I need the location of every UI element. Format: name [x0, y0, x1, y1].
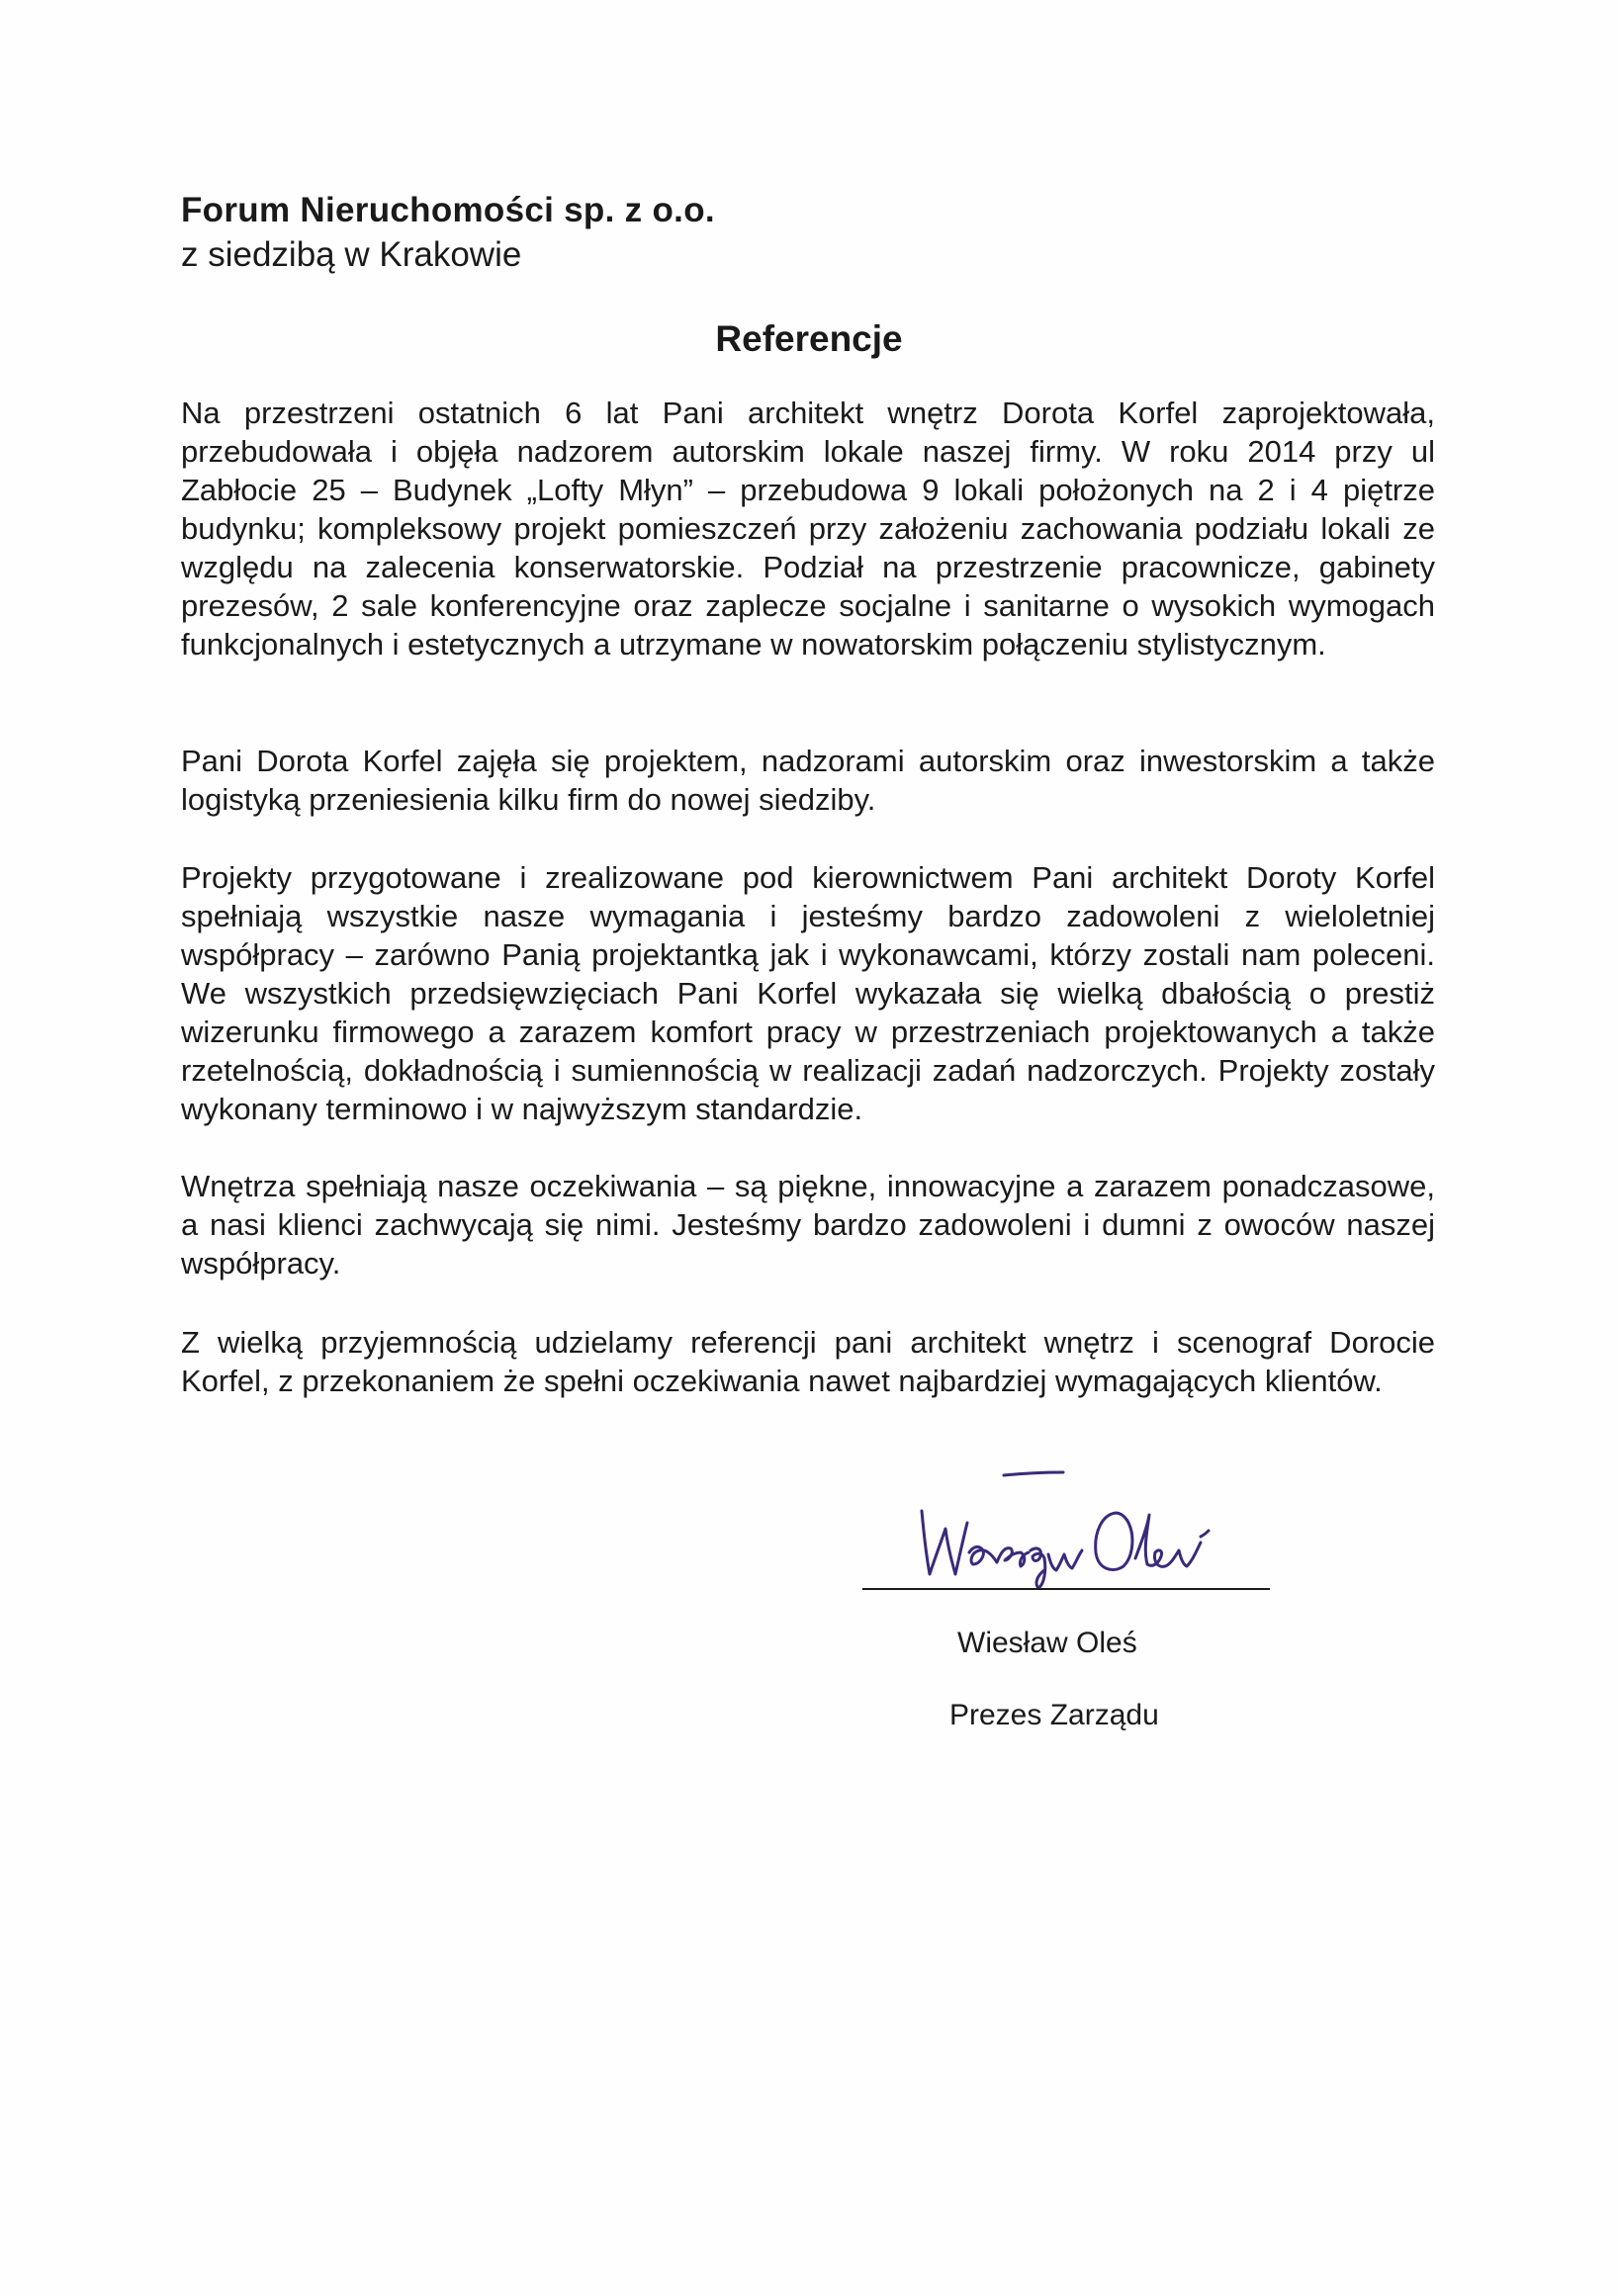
paragraph-4: Wnętrza spełniają nasze oczekiwania – są piękne, innowacyjne a zarazem ponadczasowe, a nasi klienci zachwycają się nimi. Jesteśmy bardzo zadowoleni i dumni z owoców naszej współpracy. — [181, 1169, 1435, 1280]
document-title: Referencje — [715, 318, 903, 359]
paragraph-3: Projekty przygotowane i zrealizowane pod kierownictwem Pani architekt Doroty Korfel spełniają wszystkie nasze wymagania i jesteśmy bardzo zadowoleni z wieloletniej współpracy – zarówno Panią projektantką jak i wykonawcami, którzy zostali nam poleceni. We wszystkich przedsięwzięciach Pani Korfel wykazała się wielką dbałością o prestiż wizerunku firmowego a zarazem komfort pracy w przestrzeniach projektowanych a także rzetelnością, dokładnością i sumiennością w realizacji zadań nadzorczych. Projekty zostały wykonany terminowo i w najwyższym standardzie. — [181, 860, 1435, 1126]
company-seat: z siedzibą w Krakowie — [181, 235, 522, 274]
signer-role: Prezes Zarządu — [949, 1699, 1159, 1731]
signer-name: Wiesław Oleś — [957, 1627, 1137, 1659]
company-name: Forum Nieruchomości sp. z o.o. — [181, 191, 715, 229]
paragraph-1: Na przestrzeni ostatnich 6 lat Pani architekt wnętrz Dorota Korfel zaprojektowała, przebudowała i objęła nadzorem autorskim lokale naszej firmy. W roku 2014 przy ul Zabłocie 25 – Budynek „Lofty Młyn” – przebudowa 9 lokali położonych na 2 i 4 piętrze budynku; kompleksowy projekt pomieszczeń przy założeniu zachowania podziału lokali ze względu na zalecenia konserwatorskie. Podział na przestrzenie pracownicze, gabinety prezesów, 2 sale konferencyjne oraz zaplecze socjalne i sanitarne o wysokich wymogach funkcjonalnych i estetycznych a utrzymane w nowatorskim połączeniu stylistycznym. — [181, 396, 1435, 662]
paragraph-2: Pani Dorota Korfel zajęła się projektem, nadzorami autorskim oraz inwestorskim a także logistyką przeniesienia kilku firm do nowej siedziby. — [181, 744, 1435, 817]
signature-line — [862, 1588, 1270, 1590]
paragraph-5: Z wielką przyjemnością udzielamy referencji pani architekt wnętrz i scenograf Dorocie Korfel, z przekonaniem że spełni oczekiwania nawet najbardziej wymagających klientów. — [181, 1325, 1435, 1398]
handwritten-signature — [860, 1454, 1276, 1592]
signature-drawing — [860, 1454, 1276, 1592]
